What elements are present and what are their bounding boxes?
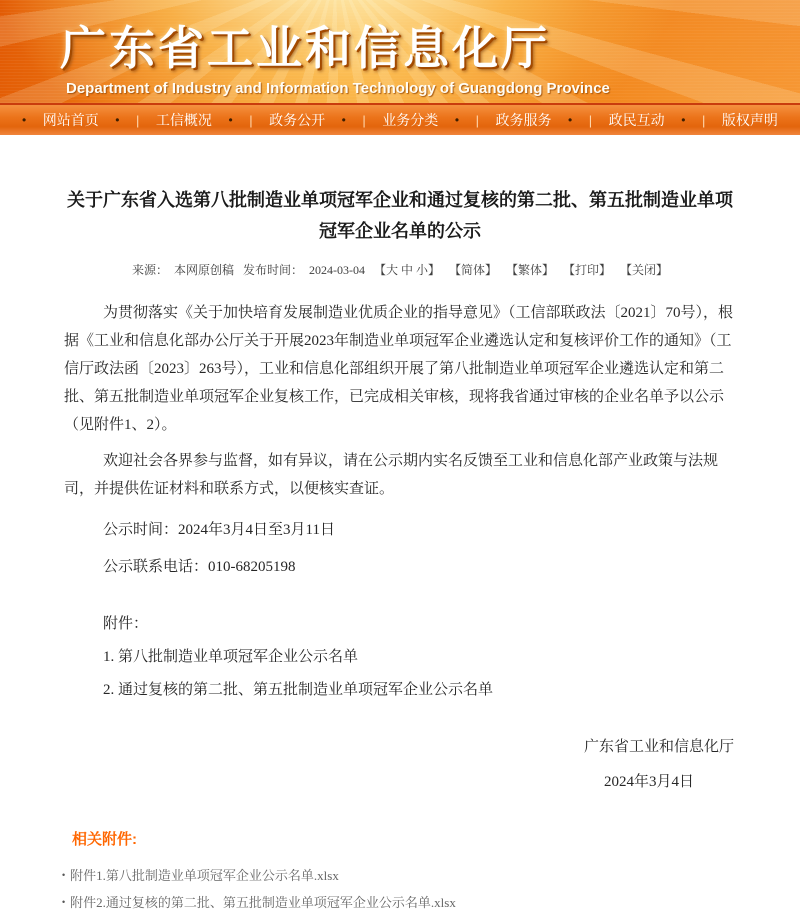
nav-item-overview[interactable]: 工信概况 — [155, 112, 212, 128]
attachment-label: 附件： — [103, 616, 149, 633]
nav-separator: | — [588, 112, 593, 128]
traditional-chinese-button[interactable]: 【繁体】 — [506, 263, 555, 278]
nav-bullet-icon: • — [115, 113, 120, 127]
nav-item-public-interaction[interactable]: 政民互动 — [608, 112, 665, 128]
list-item — [62, 867, 736, 884]
article-title: 关于广东省入选第八批制造业单项冠军企业和通过复核的第二批、第五批制造业单项冠军企业名单的公示 — [67, 190, 733, 241]
article-body — [64, 299, 736, 796]
related-attachments-list — [62, 867, 736, 911]
paragraph: 欢迎社会各界参与监督，如有异议，请在公示期内实名反馈至工业和信息化部产业政策与法规司，并提供佐证材料和联系方式，以便核实查证。 — [64, 453, 719, 498]
nav-separator: | — [701, 112, 706, 128]
meta-publish-label: 发布时间： — [242, 263, 303, 278]
meta-publish-date: 2024-03-04 — [308, 263, 365, 278]
nav-separator: | — [249, 112, 253, 128]
nav-item-copyright[interactable]: 版权声明 — [721, 112, 778, 128]
list-item — [62, 894, 736, 911]
main-navbar — [0, 103, 800, 135]
nav-separator: | — [362, 112, 366, 128]
paragraph: 为贯彻落实《关于加快培育发展制造业优质企业的指导意见》（工信部联政法〔2021〕70号），根据《工业和信息化部办公厅关于开展2023年制造业单项冠军企业遴选认定和复核评价工作的通知》（工信厅政法函〔2023〕263号），工业和信息化部组织开展了第八批制造业单项冠军企业遴选认定和第二批、第五批制造业单项冠军企业复核工作，已完成相关审核，现将我省通过审核的企业名单予以公示（见附件1、2）。 — [64, 305, 734, 434]
attachment-link-1[interactable]: 附件1.第八批制造业单项冠军企业公示名单.xlsx — [70, 868, 339, 884]
publicity-period: 公示时间：2024年3月4日至3月11日 — [103, 522, 335, 539]
list-bullet-icon: • — [62, 870, 66, 881]
nav-item-gov-disclosure[interactable]: 政务公开 — [269, 112, 326, 128]
article-meta — [64, 261, 736, 278]
print-button[interactable]: 【打印】 — [563, 263, 612, 278]
signature-department: 广东省工业和信息化厅 — [583, 739, 734, 756]
related-attachments-section — [64, 828, 736, 911]
signature-block — [64, 733, 736, 796]
nav-bullet-icon: • — [228, 113, 233, 127]
site-title: 广东省工业和信息化厅 — [60, 22, 550, 74]
nav-separator: | — [475, 112, 479, 128]
attachment-item: 2. 通过复核的第二批、第五批制造业单项冠军企业公示名单 — [103, 682, 494, 699]
meta-source-value: 本网原创稿 — [173, 263, 234, 278]
signature-date: 2024年3月4日 — [603, 774, 694, 791]
nav-item-home[interactable]: 网站首页 — [42, 112, 99, 128]
site-subtitle-english: Department of Industry and Information Technology of Guangdong Province — [66, 80, 610, 97]
nav-bullet-icon: • — [568, 113, 573, 127]
nav-bullet-icon: • — [454, 113, 460, 127]
meta-source-label: 来源： — [131, 263, 168, 278]
nav-bullet-icon: • — [341, 113, 346, 127]
nav-bullet-icon: • — [681, 113, 686, 127]
nav-bullet-icon: • — [22, 113, 27, 127]
nav-separator: | — [136, 112, 140, 128]
related-attachments-heading: 相关附件: — [72, 831, 137, 849]
list-bullet-icon: • — [62, 897, 66, 908]
nav-item-business-category[interactable]: 业务分类 — [382, 112, 439, 128]
font-size-control[interactable]: 【大 中 小】 — [373, 263, 440, 278]
site-banner — [0, 0, 800, 103]
article-content — [0, 185, 800, 911]
simplified-chinese-button[interactable]: 【简体】 — [449, 263, 498, 278]
attachment-item: 1. 第八批制造业单项冠军企业公示名单 — [103, 649, 359, 666]
attachment-link-2[interactable]: 附件2.通过复核的第二批、第五批制造业单项冠军企业公示名单.xlsx — [70, 895, 456, 911]
nav-item-gov-services[interactable]: 政务服务 — [495, 112, 552, 128]
close-button[interactable]: 【关闭】 — [620, 263, 669, 278]
contact-phone: 公示联系电话：010-68205198 — [103, 559, 296, 576]
